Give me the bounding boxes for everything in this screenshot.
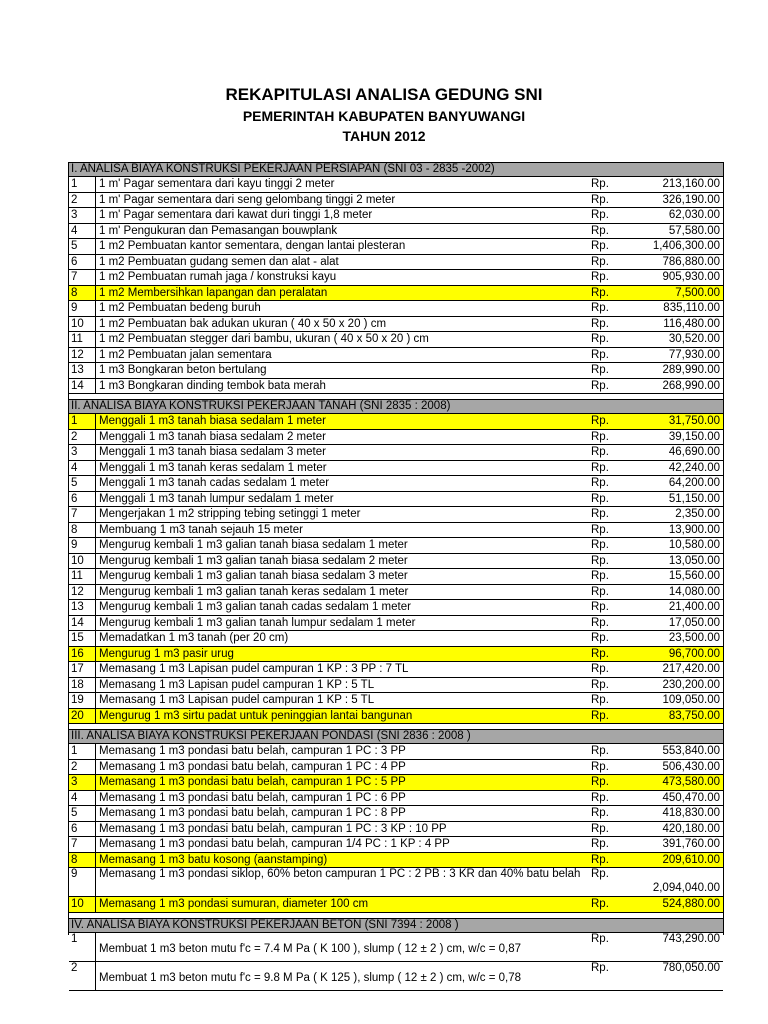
row-description: Menggali 1 m3 tanah keras sedalam 1 meter	[99, 461, 327, 474]
row-description: 1 m2 Pembuatan gudang semen dan alat - alat	[99, 255, 339, 268]
row-description: Menggali 1 m3 tanah biasa sedalam 1 meter	[99, 415, 326, 427]
row-number: 2	[69, 193, 96, 208]
row-number: 10	[69, 317, 96, 332]
row-description: Mengurug kembali 1 m3 galian tanah biasa sedalam 1 meter	[99, 539, 408, 551]
table-row	[69, 933, 723, 962]
row-amount: 77,930.00	[668, 348, 720, 361]
table-row	[69, 775, 723, 791]
table-row	[69, 791, 723, 807]
row-description: Membuat 1 m3 beton mutu f'c = 7.4 M Pa ( K 100 ), slump ( 12 ± 2 ) cm, w/c = 0,87	[99, 942, 522, 955]
row-amount: 524,880.00	[662, 898, 720, 910]
row-number: 15	[69, 631, 96, 646]
row-amount: 418,830.00	[662, 807, 720, 819]
row-number: 9	[69, 538, 96, 553]
row-amount: 289,990.00	[662, 364, 720, 376]
row-amount: 213,160.00	[662, 178, 720, 190]
table-row	[69, 332, 723, 348]
row-amount: 905,930.00	[662, 271, 720, 283]
table-row	[69, 507, 723, 523]
currency-label: Rp.	[591, 523, 609, 536]
row-number: 8	[69, 523, 96, 538]
document-title: REKAPITULASI ANALISA GEDUNG SNI	[225, 85, 543, 104]
section-title: IV. ANALISA BIAYA KONSTRUKSI PEKERJAAN BETON (SNI 7394 : 2008 )	[69, 918, 723, 933]
row-description: 1 m' Pagar sementara dari kayu tinggi 2 meter	[99, 178, 335, 190]
currency-label: Rp.	[591, 333, 609, 345]
currency-label: Rp.	[591, 694, 609, 706]
table-row	[69, 492, 723, 508]
table-row	[69, 853, 723, 869]
currency-label: Rp.	[591, 286, 609, 299]
row-description: Mengurug kembali 1 m3 galian tanah keras sedalam 1 meter	[99, 585, 409, 598]
row-description: Memasang 1 m3 Lapisan pudel campuran 1 KP : 3 PP : 7 TL	[99, 663, 409, 675]
row-number: 6	[69, 492, 96, 507]
row-description: 1 m' Pagar sementara dari kawat duri tinggi 1,8 meter	[99, 209, 373, 221]
row-amount: 450,470.00	[662, 791, 720, 804]
currency-label: Rp.	[591, 745, 609, 757]
document-subtitle: PEMERINTAH KABUPATEN BANYUWANGI	[242, 108, 526, 124]
row-amount: 743,290.00	[662, 932, 720, 945]
row-amount: 13,050.00	[668, 554, 720, 567]
row-amount: 51,150.00	[668, 492, 720, 505]
row-description: 1 m2 Pembuatan rumah jaga / konstruksi kayu	[99, 271, 337, 283]
table-row	[69, 569, 723, 585]
table-row	[69, 647, 723, 663]
currency-label: Rp.	[591, 678, 609, 691]
table-row	[69, 600, 723, 616]
row-number: 9	[69, 301, 96, 316]
row-description: 1 m2 Pembuatan kantor sementara, dengan lantai plesteran	[99, 240, 406, 252]
currency-label: Rp.	[591, 317, 609, 330]
row-description: Memasang 1 m3 pondasi batu belah, campuran 1/4 PC : 1 KP : 4 PP	[99, 838, 450, 850]
currency-label: Rp.	[591, 554, 609, 567]
currency-label: Rp.	[591, 709, 609, 722]
row-number: 5	[69, 239, 96, 254]
row-number: 2	[69, 962, 96, 990]
table-row	[69, 239, 723, 255]
document-header	[0, 84, 768, 146]
table-row	[69, 270, 723, 286]
currency-label: Rp.	[591, 760, 609, 773]
currency-label: Rp.	[591, 240, 609, 252]
row-description: Menggali 1 m3 tanah biasa sedalam 3 meter	[99, 446, 326, 458]
currency-label: Rp.	[591, 585, 609, 598]
row-description: Mengurug kembali 1 m3 galian tanah biasa sedalam 3 meter	[99, 570, 408, 582]
currency-label: Rp.	[591, 932, 609, 945]
row-amount: 420,180.00	[662, 822, 720, 835]
row-number: 9	[69, 868, 96, 896]
table-row	[69, 193, 723, 209]
currency-label: Rp.	[591, 647, 609, 660]
currency-label: Rp.	[591, 539, 609, 551]
row-amount: 786,880.00	[662, 255, 720, 268]
table-row	[69, 822, 723, 838]
row-number: 19	[69, 693, 96, 708]
currency-label: Rp.	[591, 838, 609, 850]
row-number: 3	[69, 208, 96, 223]
recap-table	[68, 162, 724, 984]
table-row	[69, 414, 723, 430]
currency-label: Rp.	[591, 898, 609, 910]
row-amount: 473,580.00	[662, 776, 720, 788]
row-description: Memasang 1 m3 batu kosong (aanstamping)	[99, 853, 328, 866]
row-amount: 391,760.00	[662, 838, 720, 850]
currency-label: Rp.	[591, 492, 609, 505]
table-row	[69, 868, 723, 897]
row-amount: 62,030.00	[668, 209, 720, 221]
row-description: Menggali 1 m3 tanah cadas sedalam 1 meter	[99, 477, 330, 489]
currency-label: Rp.	[591, 822, 609, 835]
row-description: Mengerjakan 1 m2 stripping tebing setinggi 1 meter	[99, 508, 361, 520]
row-description: Menggali 1 m3 tanah biasa sedalam 2 meter	[99, 430, 326, 443]
row-number: 2	[69, 760, 96, 775]
currency-label: Rp.	[591, 364, 609, 376]
row-number: 7	[69, 837, 96, 852]
row-number: 17	[69, 662, 96, 677]
row-number: 1	[69, 933, 96, 961]
row-amount: 7,500.00	[675, 286, 720, 299]
currency-label: Rp.	[591, 255, 609, 268]
row-description: Mengurug 1 m3 pasir urug	[99, 647, 234, 660]
currency-label: Rp.	[591, 477, 609, 489]
row-amount: 10,580.00	[668, 539, 720, 551]
row-description: Memasang 1 m3 pondasi batu belah, campuran 1 PC : 5 PP	[99, 776, 406, 788]
row-amount: 42,240.00	[668, 461, 720, 474]
table-row	[69, 554, 723, 570]
table-row	[69, 476, 723, 492]
row-amount: 13,900.00	[668, 523, 720, 536]
currency-label: Rp.	[591, 791, 609, 804]
currency-label: Rp.	[591, 178, 609, 190]
table-row	[69, 177, 723, 193]
row-number: 20	[69, 709, 96, 724]
row-number: 12	[69, 348, 96, 363]
table-row	[69, 631, 723, 647]
currency-label: Rp.	[591, 446, 609, 458]
row-number: 14	[69, 379, 96, 394]
row-amount: 109,050.00	[662, 694, 720, 706]
row-amount: 39,150.00	[668, 430, 720, 443]
currency-label: Rp.	[591, 961, 609, 974]
row-description: 1 m' Pengukuran dan Pemasangan bouwplank	[99, 224, 338, 237]
table-row	[69, 760, 723, 776]
table-row	[69, 317, 723, 333]
row-number: 3	[69, 445, 96, 460]
row-number: 11	[69, 332, 96, 347]
row-number: 11	[69, 569, 96, 584]
table-row	[69, 678, 723, 694]
table-row	[69, 837, 723, 853]
currency-label: Rp.	[591, 601, 609, 613]
row-amount: 506,430.00	[662, 760, 720, 773]
row-amount: 2,094,040.00	[652, 882, 720, 894]
row-amount: 30,520.00	[668, 333, 720, 345]
row-description: Memasang 1 m3 Lapisan pudel campuran 1 KP : 5 TL	[99, 694, 375, 706]
document-year: TAHUN 2012	[342, 128, 426, 144]
row-amount: 96,700.00	[668, 647, 720, 660]
currency-label: Rp.	[591, 807, 609, 819]
row-amount: 64,200.00	[668, 477, 720, 489]
row-amount: 209,610.00	[662, 853, 720, 866]
currency-label: Rp.	[591, 776, 609, 788]
currency-label: Rp.	[591, 430, 609, 443]
row-description: Mengurug kembali 1 m3 galian tanah biasa sedalam 2 meter	[99, 554, 408, 567]
row-number: 16	[69, 647, 96, 662]
currency-label: Rp.	[591, 379, 609, 392]
row-description: Menggali 1 m3 tanah lumpur sedalam 1 meter	[99, 492, 334, 505]
row-number: 1	[69, 744, 96, 759]
row-amount: 230,200.00	[662, 678, 720, 691]
row-number: 8	[69, 286, 96, 301]
row-description: 1 m2 Pembuatan stegger dari bambu, ukuran ( 40 x 50 x 20 ) cm	[99, 333, 429, 345]
currency-label: Rp.	[591, 632, 609, 644]
row-number: 3	[69, 775, 96, 790]
table-row	[69, 616, 723, 632]
table-row	[69, 363, 723, 379]
table-row	[69, 962, 723, 991]
section-title: I. ANALISA BIAYA KONSTRUKSI PEKERJAAN PERSIAPAN (SNI 03 - 2835 -2002)	[69, 162, 723, 177]
row-number: 1	[69, 414, 96, 429]
row-amount: 46,690.00	[668, 446, 720, 458]
currency-label: Rp.	[591, 508, 609, 520]
table-row	[69, 348, 723, 364]
table-row	[69, 744, 723, 760]
table-row	[69, 461, 723, 477]
row-number: 10	[69, 554, 96, 569]
row-amount: 553,840.00	[662, 745, 720, 757]
row-number: 7	[69, 507, 96, 522]
row-description: 1 m2 Pembuatan jalan sementara	[99, 348, 272, 361]
table-row	[69, 538, 723, 554]
row-number: 2	[69, 430, 96, 445]
row-amount: 780,050.00	[662, 961, 720, 974]
row-description: Mengurug 1 m3 sirtu padat untuk peninggian lantai bangunan	[99, 709, 413, 722]
row-amount: 1,406,300.00	[652, 240, 720, 252]
currency-label: Rp.	[591, 224, 609, 237]
currency-label: Rp.	[591, 193, 609, 206]
row-amount: 15,560.00	[668, 570, 720, 582]
row-amount: 835,110.00	[663, 302, 720, 314]
table-row	[69, 379, 723, 395]
table-row	[69, 255, 723, 271]
currency-label: Rp.	[591, 868, 609, 880]
row-amount: 217,420.00	[662, 663, 720, 675]
row-description: Memasang 1 m3 pondasi batu belah, campuran 1 PC : 3 KP : 10 PP	[99, 822, 447, 835]
currency-label: Rp.	[591, 461, 609, 474]
row-amount: 116,480.00	[663, 317, 720, 330]
row-description: 1 m2 Membersihkan lapangan dan peralatan	[99, 286, 328, 299]
row-number: 7	[69, 270, 96, 285]
currency-label: Rp.	[591, 271, 609, 283]
row-description: Membuang 1 m3 tanah sejauh 15 meter	[99, 523, 303, 536]
row-amount: 326,190.00	[662, 193, 720, 206]
row-number: 4	[69, 224, 96, 239]
row-description: Memasang 1 m3 Lapisan pudel campuran 1 KP : 5 TL	[99, 678, 375, 691]
table-row	[69, 208, 723, 224]
row-amount: 268,990.00	[662, 379, 720, 392]
currency-label: Rp.	[591, 302, 609, 314]
row-description: Memasang 1 m3 pondasi siklop, 60% beton campuran 1 PC : 2 PB : 3 KR dan 40% batu belah	[99, 868, 581, 880]
row-amount: 31,750.00	[668, 415, 720, 427]
table-row	[69, 224, 723, 240]
table-row	[69, 301, 723, 317]
currency-label: Rp.	[591, 663, 609, 675]
row-number: 5	[69, 476, 96, 491]
row-number: 14	[69, 616, 96, 631]
row-description: 1 m3 Bongkaran beton bertulang	[99, 364, 267, 376]
row-number: 4	[69, 461, 96, 476]
currency-label: Rp.	[591, 570, 609, 582]
row-number: 13	[69, 600, 96, 615]
row-description: Memasang 1 m3 pondasi sumuran, diameter 100 cm	[99, 898, 369, 910]
table-row	[69, 693, 723, 709]
row-number: 1	[69, 177, 96, 192]
row-amount: 21,400.00	[668, 601, 720, 613]
row-description: Memadatkan 1 m3 tanah (per 20 cm)	[99, 632, 289, 644]
currency-label: Rp.	[591, 348, 609, 361]
row-amount: 2,350.00	[675, 508, 720, 520]
row-description: 1 m' Pagar sementara dari seng gelombang tinggi 2 meter	[99, 193, 396, 206]
row-amount: 14,080.00	[668, 585, 720, 598]
table-row	[69, 286, 723, 302]
row-amount: 57,580.00	[668, 224, 720, 237]
row-description: Memasang 1 m3 pondasi batu belah, campuran 1 PC : 8 PP	[99, 807, 406, 819]
row-description: 1 m3 Bongkaran dinding tembok bata merah	[99, 379, 326, 392]
table-row	[69, 585, 723, 601]
row-description: Memasang 1 m3 pondasi batu belah, campuran 1 PC : 6 PP	[99, 791, 406, 804]
currency-label: Rp.	[591, 209, 609, 221]
row-number: 6	[69, 255, 96, 270]
row-number: 13	[69, 363, 96, 378]
table-row	[69, 806, 723, 822]
row-number: 10	[69, 897, 96, 912]
currency-label: Rp.	[591, 616, 609, 629]
row-description: Membuat 1 m3 beton mutu f'c = 9.8 M Pa ( K 125 ), slump ( 12 ± 2 ) cm, w/c = 0,78	[99, 971, 522, 984]
table-row	[69, 709, 723, 725]
row-description: Mengurug kembali 1 m3 galian tanah cadas sedalam 1 meter	[99, 601, 411, 613]
table-row	[69, 445, 723, 461]
section-title: II. ANALISA BIAYA KONSTRUKSI PEKERJAAN TANAH (SNI 2835 : 2008)	[69, 399, 723, 414]
row-number: 8	[69, 853, 96, 868]
row-amount: 17,050.00	[668, 616, 720, 629]
row-description: Memasang 1 m3 pondasi batu belah, campuran 1 PC : 3 PP	[99, 745, 406, 757]
table-row	[69, 430, 723, 446]
row-number: 12	[69, 585, 96, 600]
row-description: Memasang 1 m3 pondasi batu belah, campuran 1 PC : 4 PP	[99, 760, 406, 773]
currency-label: Rp.	[591, 853, 609, 866]
row-number: 4	[69, 791, 96, 806]
table-row	[69, 897, 723, 913]
currency-label: Rp.	[591, 415, 609, 427]
row-amount: 83,750.00	[668, 709, 720, 722]
row-description: 1 m2 Pembuatan bedeng buruh	[99, 302, 261, 314]
row-amount: 23,500.00	[668, 632, 720, 644]
table-row	[69, 523, 723, 539]
section-title: III. ANALISA BIAYA KONSTRUKSI PEKERJAAN PONDASI (SNI 2836 : 2008 )	[69, 729, 723, 744]
row-description: Mengurug kembali 1 m3 galian tanah lumpur sedalam 1 meter	[99, 616, 416, 629]
row-number: 18	[69, 678, 96, 693]
row-number: 5	[69, 806, 96, 821]
row-description: 1 m2 Pembuatan bak adukan ukuran ( 40 x 50 x 20 ) cm	[99, 317, 387, 330]
row-number: 6	[69, 822, 96, 837]
table-row	[69, 662, 723, 678]
